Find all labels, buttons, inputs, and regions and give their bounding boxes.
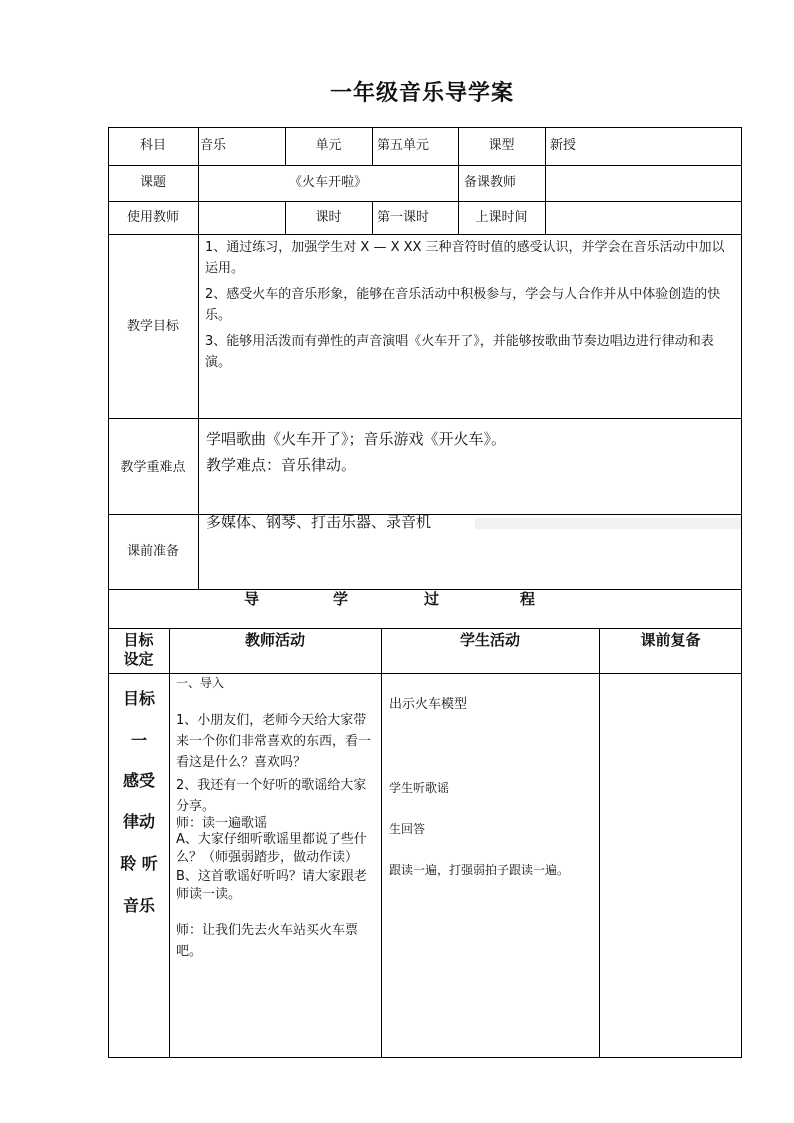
goal-one-line-6: 音乐 <box>122 896 155 915</box>
goals-label: 教学目标 <box>126 319 179 334</box>
goal-one-line-1: 目标 <box>122 689 155 708</box>
goal-one-line-3: 感受 <box>122 771 155 790</box>
key-points-line-1: 学唱歌曲《火车开了》；音乐游戏《开火车》。 <box>206 430 507 448</box>
col-divider <box>545 127 546 234</box>
teacher-paragraph-1: 1、小朋友们，老师今天给大家带来一个你们非常喜欢的东西，看一看这是什么？喜欢吗？ <box>176 713 372 770</box>
key-points-line-2: 教学难点：音乐律动。 <box>206 456 357 474</box>
teacher-paragraph-4: A、大家仔细听歌谣里都说了些什么？（师强弱踏步，做动作读） <box>176 832 367 865</box>
process-heading-char-2: 学 <box>333 590 349 608</box>
page-title: 一年级音乐导学案 <box>329 81 514 106</box>
key-points-label: 教学重难点 <box>120 460 186 475</box>
shaded-strip <box>475 518 741 529</box>
preparation-label: 课前准备 <box>126 544 179 559</box>
col-divider <box>372 127 373 165</box>
process-heading-char-4: 程 <box>520 590 536 608</box>
student-activity-1: 出示火车模型 <box>389 697 468 712</box>
type-value: 新授 <box>550 138 577 153</box>
teacher-paragraph-2: 2、我还有一个好听的歌谣给大家分享。 <box>176 778 367 814</box>
goal-one-line-4: 律动 <box>122 812 155 831</box>
goal-item-2: 2、感受火车的音乐形象，能够在音乐活动中积极参与，学会与人合作并从中体验创造的快乐。 <box>205 287 721 323</box>
goal-one-line-2: 一 <box>130 731 147 750</box>
row-divider <box>108 628 742 629</box>
topic-label: 课题 <box>139 175 166 190</box>
period-label: 课时 <box>315 210 342 225</box>
subject-value: 音乐 <box>200 138 227 153</box>
teacher-paragraph-5: B、这首歌谣好听吗？请大家跟老师读一读。 <box>176 869 367 902</box>
type-label: 课型 <box>488 138 515 153</box>
teacher-paragraph-6: 师：让我们先去火车站买火车票吧。 <box>176 923 359 959</box>
process-heading-char-1: 导 <box>244 590 260 608</box>
col-goal-header-line-1: 目标 <box>123 631 154 649</box>
goal-item-1: 1、通过练习，加强学生对 X — X XX 三种音符时值的感受认识，并学会在音乐活动中加以运用。 <box>205 240 725 276</box>
col-divider <box>198 234 199 589</box>
col-divider <box>169 628 170 1058</box>
unit-label: 单元 <box>315 138 342 153</box>
process-heading-char-3: 过 <box>424 590 440 608</box>
student-activity-4: 跟读一遍，打强弱拍子跟读一遍。 <box>389 863 570 877</box>
topic-value: 《火车开啦》 <box>288 175 367 190</box>
subject-label: 科目 <box>139 138 166 153</box>
preparation-value: 多媒体、钢琴、打击乐器、录音机 <box>206 513 432 531</box>
col-divider <box>599 628 600 1058</box>
student-activity-2: 学生听歌谣 <box>389 781 450 795</box>
col-divider <box>372 201 373 234</box>
prep-teacher-label: 备课教师 <box>464 175 517 190</box>
col-review-header: 课前复备 <box>640 631 701 649</box>
row-divider <box>108 234 742 235</box>
student-activity-3: 生回答 <box>389 822 426 836</box>
goal-item-3: 3、能够用活泼而有弹性的声音演唱《火车开了》，并能够按歌曲节奏边唱边进行律动和表演。 <box>205 334 714 370</box>
teacher-label: 使用教师 <box>126 210 179 225</box>
row-divider <box>108 201 742 202</box>
teacher-intro: 一、导入 <box>176 676 225 690</box>
row-divider <box>108 165 742 166</box>
row-divider <box>108 418 742 419</box>
unit-value: 第五单元 <box>377 138 430 153</box>
goal-one-line-5: 聆 听 <box>120 854 158 873</box>
period-value: 第一课时 <box>377 210 430 225</box>
col-divider <box>381 628 382 1058</box>
col-goal-header-line-2: 设定 <box>123 650 154 668</box>
class-time-label: 上课时间 <box>475 210 528 225</box>
teacher-paragraph-3: 师：读一遍歌谣 <box>176 816 268 831</box>
col-student-header: 学生活动 <box>459 631 520 649</box>
col-teacher-header: 教师活动 <box>244 631 305 649</box>
